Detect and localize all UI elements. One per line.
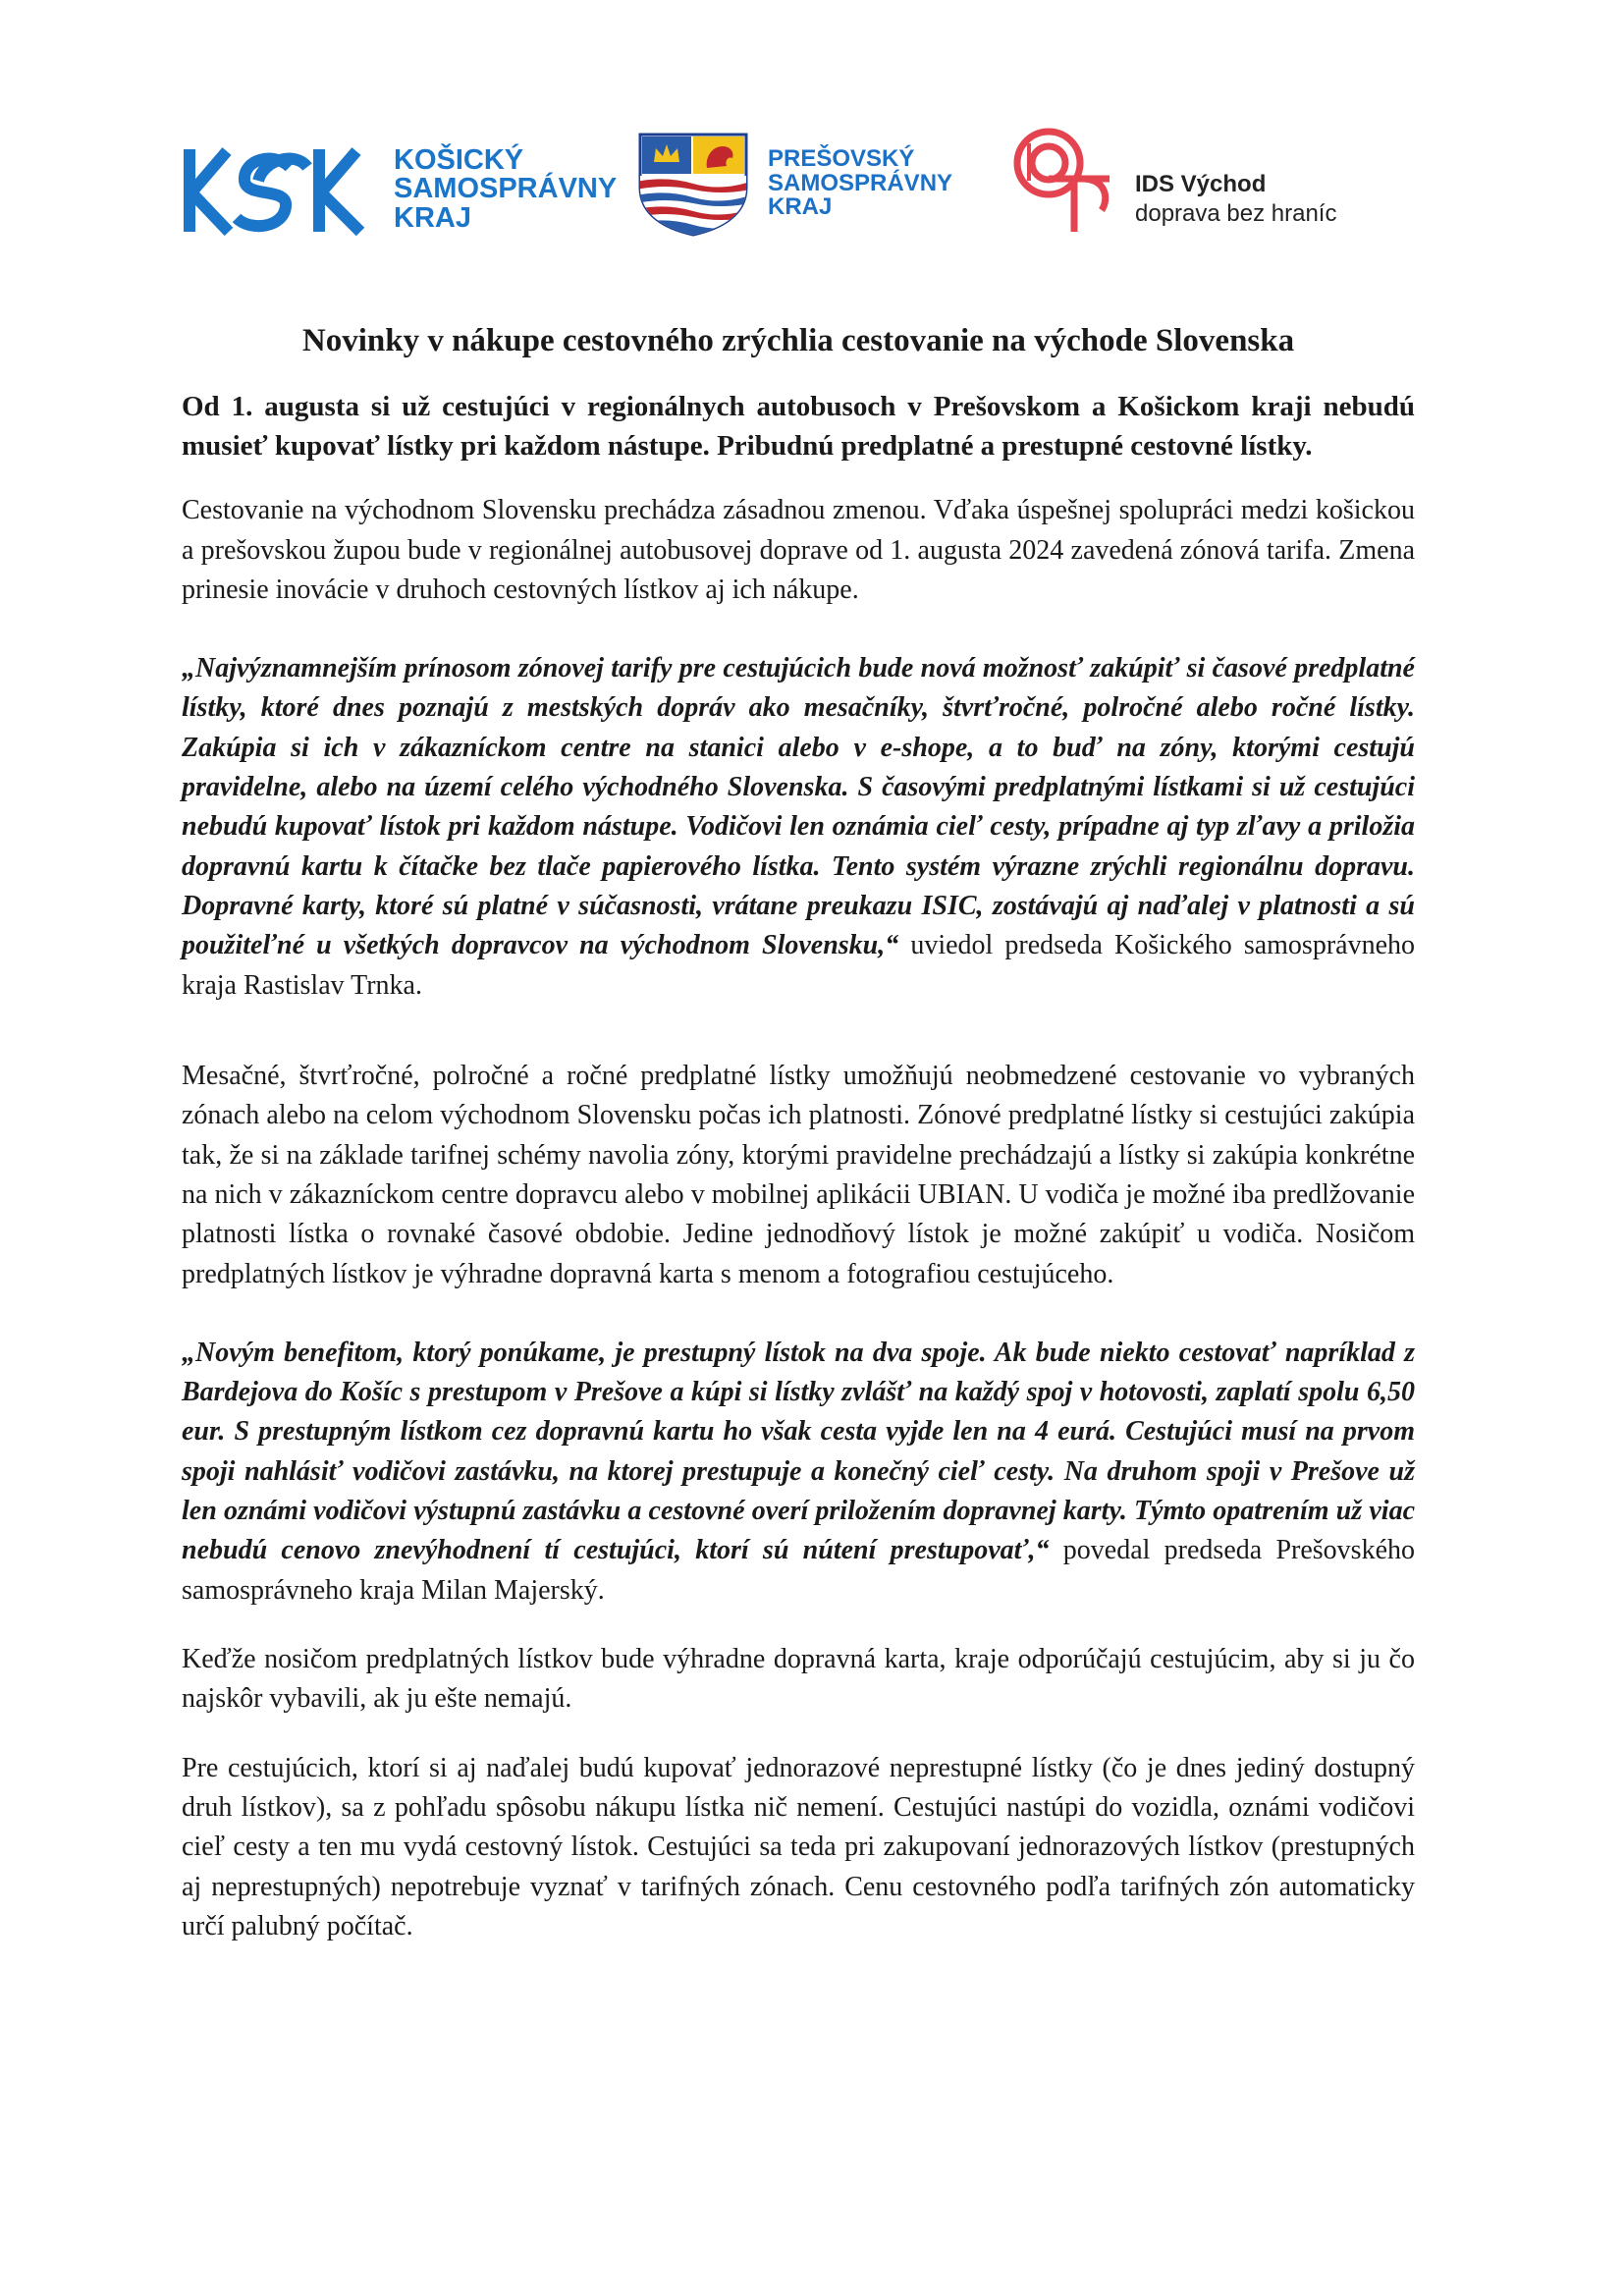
- paragraph-intro: Cestovanie na východnom Slovensku prechádza zásadnou zmenou. Vďaka úspešnej spolupráci medzi košickou a prešovskou župou bude v regionálnej autobusovej doprave od 1. augusta 2024 zavedená zónová tarifa. Zmena prinesie inovácie v druhoch cestovných lístkov aj ich nákupe.: [182, 495, 1415, 605]
- paragraph-quote-trnka: [182, 649, 1415, 1006]
- ksk-logo-line3: KRAJ: [394, 201, 471, 234]
- psk-logo-line1: PREŠOVSKÝ: [768, 145, 915, 173]
- article-lead: Od 1. augusta si už cestujúci v regionálnych autobusoch v Prešovskom a Košickom kraji nebudú musieť kupovať lístky pri každom nástupe. Pribudnú predplatné a prestupné cestovné lístky.: [182, 390, 1415, 462]
- psk-logo-text: [768, 147, 952, 219]
- paragraph-single-tickets: Pre cestujúcich, ktorí si aj naďalej budú kupovať jednorazové neprestupné lístky (čo je dnes jediný dostupný druh lístkov), sa z pohľadu spôsobu nákupu lístka nič nemení. Cestujúci nastúpi do vozidla, oznámi vodičovi cieľ cesty a ten mu vydá cestovný lístok. Cestujúci sa teda pri zakupovaní jednorazových lístkov (prestupných aj neprestupných) nepotrebuje vyznať v tarifných zónach. Cenu cestovného podľa tarifných zón automaticky určí palubný počítač.: [182, 1752, 1415, 1941]
- quote-trnka-attribution: uviedol predseda Košického samosprávneho kraja Rastislav Trnka.: [182, 930, 1416, 1001]
- article-title: Novinky v nákupe cestovného zrýchlia cestovanie na východe Slovenska: [301, 323, 1295, 358]
- psk-coat-of-arms-icon: [636, 131, 750, 237]
- ids-vychod-icon: [1011, 126, 1119, 236]
- letterhead: [0, 0, 1624, 295]
- psk-logo: [636, 131, 952, 237]
- ids-logo: [1011, 126, 1336, 236]
- ids-logo-subtitle: doprava bez hraníc: [1135, 200, 1337, 227]
- psk-logo-line2: SAMOSPRÁVNY: [768, 169, 953, 196]
- paragraph-quote-majersky: [182, 1334, 1415, 1611]
- ksk-logo: [180, 137, 617, 242]
- ksk-logo-line1: KOŠICKÝ: [394, 143, 524, 176]
- ids-logo-title: IDS Východ: [1135, 171, 1267, 197]
- paragraph-transport-card: Keďže nosičom predplatných lístkov bude výhradne dopravná karta, kraje odporúčajú cestujúcim, aby si ju čo najskôr vybavili, ak ju ešte nemajú.: [182, 1644, 1415, 1715]
- quote-majersky-attribution: povedal predseda Prešovského samosprávneho kraja Milan Majerský.: [182, 1535, 1415, 1606]
- ksk-logo-line2: SAMOSPRÁVNY: [394, 173, 618, 205]
- ids-logo-text: [1135, 170, 1336, 229]
- article: [182, 322, 1415, 1946]
- ksk-logo-text: [394, 143, 618, 234]
- ksk-monogram-icon: [180, 137, 376, 242]
- psk-logo-line3: KRAJ: [768, 193, 833, 221]
- paragraph-subscription-tickets: Mesačné, štvrťročné, polročné a ročné predplatné lístky umožňujú neobmedzené cestovanie vo vybraných zónach alebo na celom východnom Slovensku počas ich platnosti. Zónové predplatné lístky si cestujúci zakúpia tak, že si na základe tarifnej schémy navolia zóny, ktorými pravidelne prechádzajú a lístky si zakúpia konkrétne na nich v zákazníckom centre dopravcu alebo v mobilnej aplikácii UBIAN. U vodiča je možné iba predlžovanie platnosti lístka o rovnaké časové obdobie. Jedine jednodňový lístok je možné zakúpiť u vodiča. Nosičom predplatných lístkov je výhradne dopravná karta s menom a fotografiou cestujúceho.: [182, 1060, 1415, 1289]
- quote-trnka: „Najvýznamnejším prínosom zónovej tarify pre cestujúcich bude nová možnosť zakúpiť si časové predplatné lístky, ktoré dnes poznajú z mestských dopráv ako mesačníky, štvrťročné, polročné alebo ročné lístky. Zakúpia si ich v zákazníckom centre na stanici alebo v e-shope, a to buď na zóny, ktorými cestujú pravidelne, alebo na území celého východného Slovenska. S časovými predplatnými lístkami si už cestujúci nebudú kupovať lístok pri každom nástupe. Vodičovi len oznámia cieľ cesty, prípadne aj typ zľavy a priložia dopravnú kartu k čítačke bez tlače papierového lístka. Tento systém výrazne zrýchli regionálnu dopravu. Dopravné karty, ktoré sú platné v súčasnosti, vrátane preukazu ISIC, zostávajú aj naďalej v platnosti a sú použiteľné u všetkých dopravcov na východnom Slovensku,“: [182, 653, 1415, 961]
- quote-majersky: „Novým benefitom, ktorý ponúkame, je prestupný lístok na dva spoje. Ak bude niekto cestovať napríklad z Bardejova do Košíc s prestupom v Prešove a kúpi si lístky zvlášť na každý spoj v hotovosti, zaplatí spolu 6,50 eur. S prestupným lístkom cez dopravnú kartu ho však cesta vyjde len na 4 eurá. Cestujúci musí na prvom spoji nahlásiť vodičovi zastávku, na ktorej prestupuje a konečný cieľ cesty. Na druhom spoji v Prešove už len oznámi vodičovi výstupnú zastávku a cestovné overí priložením dopravnej karty. Týmto opatrením už viac nebudú cenovo znevýhodnení tí cestujúci, ktorí sú nútení prestupovať,“: [182, 1337, 1415, 1566]
